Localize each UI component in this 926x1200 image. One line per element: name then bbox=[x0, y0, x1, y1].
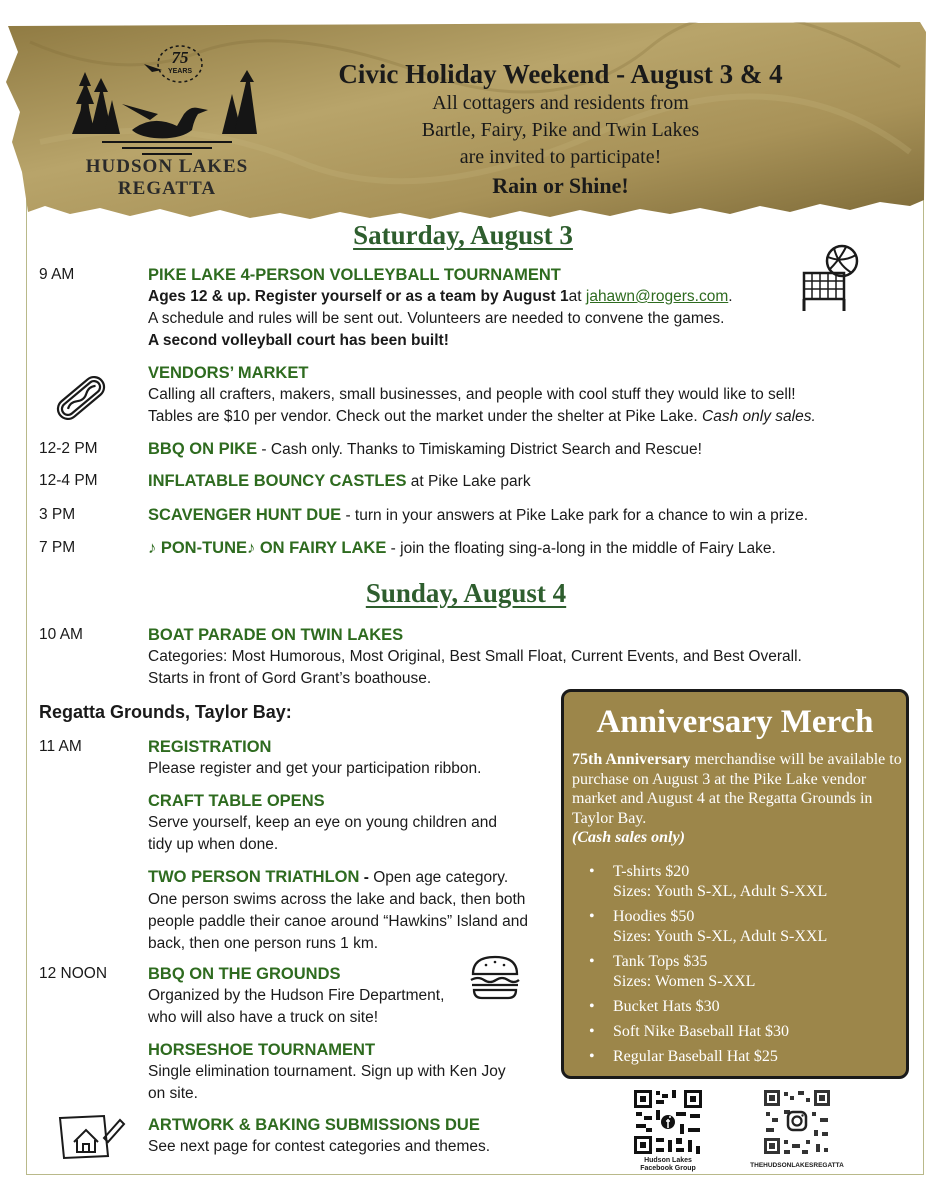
logo-75: 75 bbox=[171, 48, 189, 67]
event-title: INFLATABLE BOUNCY CASTLES bbox=[148, 472, 407, 490]
merch-intro-bold: 75th Anniversary bbox=[572, 751, 691, 768]
triathlon-line1: Open age category. bbox=[373, 869, 509, 886]
volleyball-at: at bbox=[568, 288, 586, 305]
merch-item-sizes: Sizes: Youth S-XL, Adult S-XXL bbox=[613, 928, 828, 945]
volleyball-register-text: Ages 12 & up. Register yourself or as a team by August 1 bbox=[148, 288, 569, 305]
event-time: 10 AM bbox=[39, 626, 83, 643]
volleyball-net-icon bbox=[798, 243, 864, 313]
header-line-3: are invited to participate! bbox=[459, 146, 662, 168]
event-craft-table bbox=[39, 790, 559, 856]
merch-title: Anniversary Merch bbox=[596, 704, 874, 740]
craft-line1: Serve yourself, keep an eye on young children and bbox=[148, 814, 497, 831]
event-time: 9 AM bbox=[39, 266, 75, 283]
triathlon-line2: One person swims across the lake and back, then both bbox=[148, 891, 526, 908]
event-title: BBQ ON THE GROUNDS bbox=[148, 965, 341, 983]
merch-intro bbox=[572, 750, 902, 848]
parade-line1: Categories: Most Humorous, Most Original, Best Small Float, Current Events, and Best Overall. bbox=[148, 648, 802, 665]
merch-item-name: • T-shirts $20 bbox=[613, 863, 690, 880]
merch-item bbox=[589, 862, 899, 902]
merch-item-name: • Tank Tops $35 bbox=[613, 953, 708, 970]
event-horseshoe bbox=[39, 1039, 559, 1105]
merch-item-name: • Regular Baseball Hat $25 bbox=[613, 1048, 778, 1065]
event-boat-parade bbox=[39, 624, 879, 690]
merch-cash-note: (Cash sales only) bbox=[572, 829, 685, 846]
event-title: BOAT PARADE ON TWIN LAKES bbox=[148, 626, 404, 644]
bbq-grounds-line2: who will also have a truck on site! bbox=[148, 1009, 379, 1026]
rain-or-shine: Rain or Shine! bbox=[492, 173, 629, 198]
event-title: TWO PERSON TRIATHLON bbox=[148, 868, 360, 886]
bbq-grounds-line1: Organized by the Hudson Fire Department, bbox=[148, 987, 445, 1004]
merch-panel bbox=[561, 689, 909, 1079]
event-time: 12-2 PM bbox=[39, 440, 98, 457]
volleyball-line2: A schedule and rules will be sent out. Volunteers are needed to convene the games. bbox=[148, 310, 725, 327]
merch-intro-text: merchandise will be available to purchase on August 3 at the Pike Lake vendor market and August 4 at the Regatta Grounds in Taylor Bay. bbox=[572, 751, 902, 827]
market-line1: Calling all crafters, makers, small businesses, and people with cool stuff they would like to sell! bbox=[148, 386, 796, 403]
hamburger-icon bbox=[468, 954, 522, 1000]
merch-item bbox=[589, 907, 899, 947]
event-time: 12 NOON bbox=[39, 965, 108, 982]
registration-text: Please register and get your participation ribbon. bbox=[148, 760, 482, 777]
volleyball-period: . bbox=[728, 288, 733, 305]
instagram-qr-caption: THEHUDSONLAKESREGATTA bbox=[750, 1162, 844, 1169]
triathlon-line3: people paddle their canoe around “Hawkins” Island and bbox=[148, 913, 528, 930]
hot-dog-icon bbox=[52, 370, 110, 426]
facebook-qr-code-icon[interactable] bbox=[632, 1088, 704, 1156]
instagram-qr-code-icon[interactable] bbox=[762, 1088, 832, 1156]
merch-item-sizes: Sizes: Youth S-XL, Adult S-XXL bbox=[613, 883, 828, 900]
merch-item-name: • Hoodies $50 bbox=[613, 908, 695, 925]
header-line-1: All cottagers and residents from bbox=[432, 92, 689, 114]
market-line2: Tables are $10 per vendor. Check out the market under the shelter at Pike Lake. bbox=[148, 408, 703, 425]
sunday-heading: Sunday, August 4 bbox=[365, 578, 567, 608]
logo-name-line1: HUDSON LAKES bbox=[85, 156, 249, 177]
event-registration bbox=[39, 736, 559, 782]
merch-item-sizes: Sizes: Women S-XXL bbox=[613, 973, 756, 990]
event-time: 11 AM bbox=[39, 738, 82, 755]
merch-list bbox=[589, 862, 899, 1072]
event-title: PIKE LAKE 4-PERSON VOLLEYBALL TOURNAMENT bbox=[148, 266, 561, 284]
event-title: CRAFT TABLE OPENS bbox=[148, 792, 325, 810]
event-title: BBQ ON PIKE bbox=[148, 440, 258, 458]
header-line-2: Bartle, Fairy, Pike and Twin Lakes bbox=[421, 119, 700, 141]
volleyball-line3: A second volleyball court has been built! bbox=[148, 332, 449, 349]
event-triathlon bbox=[39, 866, 569, 956]
regatta-grounds-heading: Regatta Grounds, Taylor Bay: bbox=[39, 702, 292, 722]
event-title: SCAVENGER HUNT DUE bbox=[148, 506, 342, 524]
triathlon-line4: back, then one person runs 1 km. bbox=[148, 935, 379, 952]
merch-item-name: • Soft Nike Baseball Hat $30 bbox=[613, 1023, 789, 1040]
triathlon-dash: - bbox=[359, 869, 374, 886]
event-text: - Cash only. Thanks to Timiskaming District Search and Rescue! bbox=[257, 441, 702, 458]
merch-item bbox=[589, 997, 899, 1017]
merch-item bbox=[589, 1047, 899, 1067]
event-text: - turn in your answers at Pike Lake park for a chance to win a prize. bbox=[341, 507, 809, 524]
event-time: 3 PM bbox=[39, 506, 76, 523]
event-text: - join the floating sing-a-long in the middle of Fairy Lake. bbox=[386, 540, 776, 557]
event-title: ♪ PON-TUNE♪ ON FAIRY LAKE bbox=[148, 539, 387, 557]
event-title: REGISTRATION bbox=[148, 738, 272, 756]
horseshoe-line2: on site. bbox=[148, 1085, 198, 1102]
facebook-caption-line2: Facebook Group bbox=[640, 1165, 696, 1172]
craft-line2: tidy up when done. bbox=[148, 836, 279, 853]
event-time: 7 PM bbox=[39, 539, 76, 556]
logo-name-line2: REGATTA bbox=[117, 178, 217, 199]
header-text bbox=[288, 58, 833, 201]
email-link[interactable]: jahawn@rogers.com bbox=[585, 288, 729, 305]
saturday-heading: Saturday, August 3 bbox=[353, 220, 573, 250]
event-time: 12-4 PM bbox=[39, 472, 98, 489]
event-title: ARTWORK & BAKING SUBMISSIONS DUE bbox=[148, 1116, 480, 1134]
event-title: VENDORS’ MARKET bbox=[148, 364, 309, 382]
parade-line2: Starts in front of Gord Grant’s boathouse. bbox=[148, 670, 432, 687]
regatta-logo bbox=[62, 34, 272, 204]
event-vendors-market bbox=[39, 362, 879, 428]
merch-item bbox=[589, 952, 899, 992]
logo-years: YEARS bbox=[167, 68, 193, 75]
horseshoe-line1: Single elimination tournament. Sign up with Ken Joy bbox=[148, 1063, 506, 1080]
page-title: Civic Holiday Weekend - August 3 & 4 bbox=[338, 59, 783, 89]
facebook-caption-line1: Hudson Lakes bbox=[644, 1157, 692, 1164]
merch-item-name: • Bucket Hats $30 bbox=[613, 998, 720, 1015]
event-volleyball bbox=[39, 264, 879, 354]
market-cash-only: Cash only sales. bbox=[702, 408, 816, 425]
artwork-text: See next page for contest categories and themes. bbox=[148, 1138, 491, 1155]
facebook-qr-caption bbox=[622, 1157, 714, 1173]
house-drawing-icon bbox=[56, 1112, 126, 1160]
event-text: at Pike Lake park bbox=[406, 473, 531, 490]
merch-item bbox=[589, 1022, 899, 1042]
event-title: HORSESHOE TOURNAMENT bbox=[148, 1041, 376, 1059]
